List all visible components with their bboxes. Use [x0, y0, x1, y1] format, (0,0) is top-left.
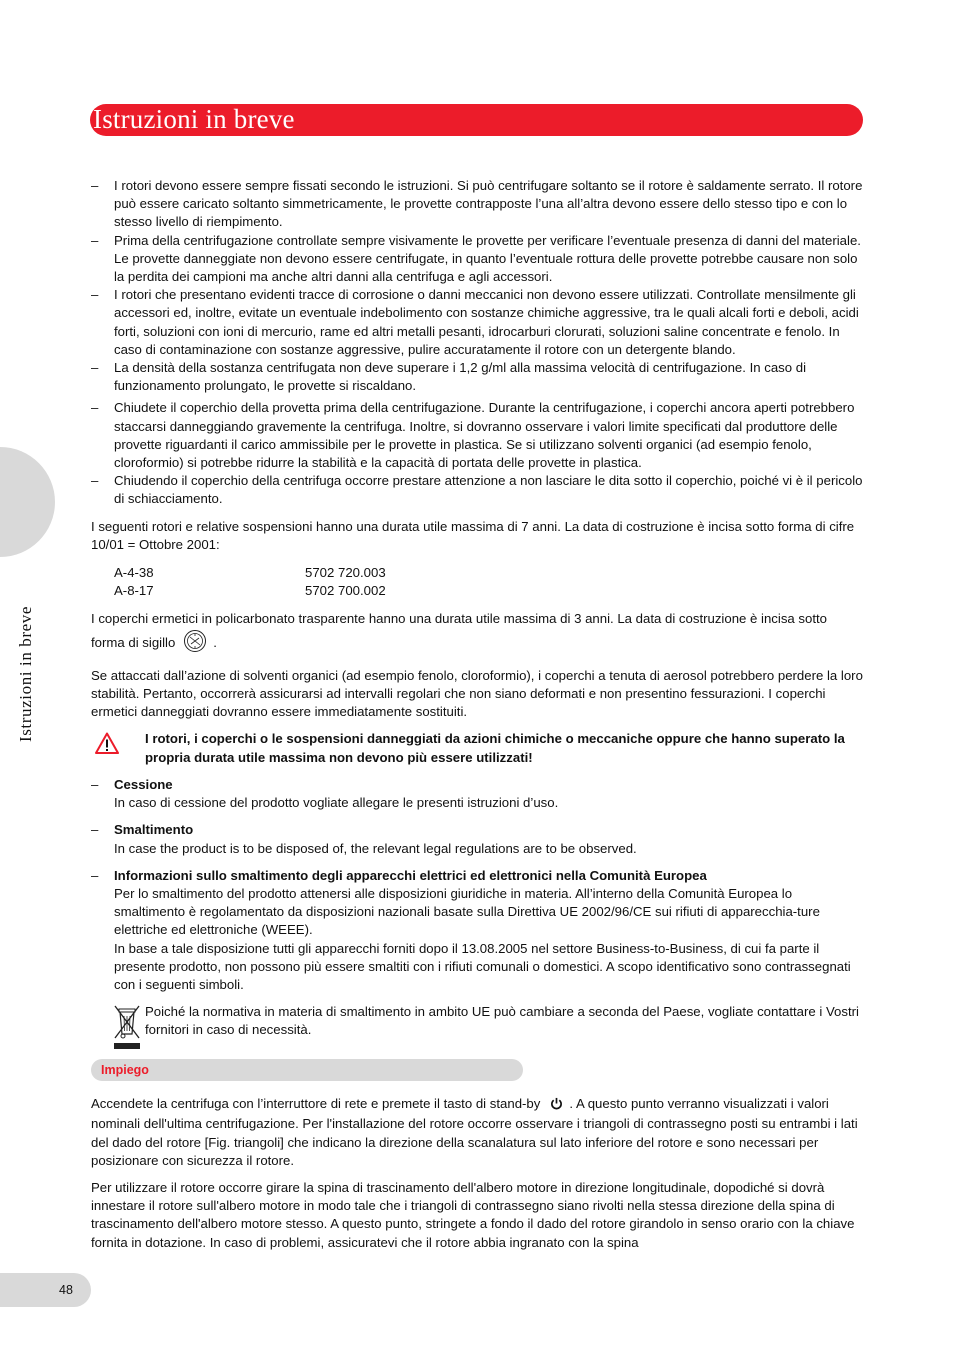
- list-item: – I rotori devono essere sempre fissati secondo le istruzioni. Si può centrifugare soltanto se il rotore è saldamente serrato. Il rotore può essere caricato soltanto simmetricamente, le provette contrapposte l’una all’altra devono essere dello stesso tipo e con lo stesso livello di riempimento.: [91, 178, 863, 230]
- impiego-text-2: Per utilizzare il rotore occorre girare la spina di trascinamento dell'albero motore in direzione longitudinale, dopodiché si dovrà innestare il rotore sull'albero motore in modo tale che i triangoli di contrassegno siano rivolti nella stessa direzione della spina di trascinamento dell'albero motore stesso. A questo punto, stringete a fondo il dado del rotore girandolo in senso orario con la chiave fornita in dotazione. In caso di problemi, assicuratevi che il rotore abbia ingranato con la spina: [91, 1179, 855, 1250]
- list-item: – I rotori che presentano evidenti tracce di corrosione o danni meccanici non devono essere utilizzati. Controllate mensilmente gli accessori ed, inoltre, evitate un eventuale indebolimento con sostanze chimiche aggressive, tra le quali alcali forti e deboli, acidi forti, soluzioni con ioni di mercurio, rame ed altri metalli pesanti, idrocarburi clorurati, soluzioni saline concentrate e fenolo. In caso di contaminazione con sostanze aggressive, pulire accuratamente il rotore con un detergente blando.: [91, 287, 859, 357]
- crossed-bin-icon: [113, 1004, 141, 1050]
- page-title: Istruzioni in breve: [93, 104, 295, 134]
- seal-icon: [183, 629, 207, 658]
- lids-text: I coperchi ermetici in policarbonato trasparente hanno una durata utile massima di 3 anni. La data di costruzione è incisa sotto forma di sigillo .: [91, 610, 863, 657]
- list-item: – Chiudete il coperchio della provetta prima della centrifugazione. Durante la centrifugazione, i coperchi ancora aperti potrebbero staccarsi danneggiando gravemente la centrifuga. Inoltre, si dovranno osservare i valori limite specificati dal produttore delle provette riguardanti il carico ammissibile per le provette in plastica. Se si utilizzano solventi organici (ad esempio fenolo, cloroformio) si potrebbe ridurre la stabilità e la capacità di portata delle provette in plastica.: [91, 400, 855, 471]
- list-item: – Prima della centrifugazione controllate sempre visivamente le provette per verificare l’eventuale presenza di danni del materiale. Le provette danneggiate non devono essere centrifugate, in quanto l’eventuale rottura delle provette potrebbe causare non solo la perdita dei campioni ma anche altri danni alla centrifuga e agli accessori.: [91, 232, 861, 285]
- smaltimento-section: – Smaltimento In case the product is to be disposed of, the relevant legal regulations are to be observed.: [91, 822, 637, 856]
- weee-section: – Informazioni sullo smaltimento degli apparecchi elettrici ed elettronici nella Comunità Europea Per lo smaltimento del prodotto attenersi alle disposizioni giuridiche in materia. All’interno della Comunità Europea lo smaltimento è regolamentato da disposizioni nazionali basate sulla Direttiva UE 2002/96/CE sui rifiuti di apparecchia-ture elettriche ed elettroniche (WEEE). In base a tale disposizione tutti gli apparecchi forniti dopo il 13.08.2005 nel settore Business-to-Business, di cui fa parte il presente prodotto, non possono più essere smaltiti con i rifiuti comunali o domestici. A scopo identificativo sono contrassegnati con i seguenti simboli.: [91, 867, 851, 992]
- standby-icon: [550, 1097, 563, 1115]
- warning-triangle-icon: [95, 732, 119, 754]
- table-row: A-4-38 5702 720.003: [114, 565, 386, 581]
- solvents-text: Se attaccati dall’azione di solventi organici (ad esempio fenolo, cloroformio), i coperchi a tenuta di aerosol potrebbero perdere la loro stabilità. Pertanto, occorrerà assicurarsi ad intervalli regolari che non siano deformati e non presentino fessurazioni. I coperchi ermetici danneggiati dovranno essere immediatamente sostituiti.: [91, 667, 863, 720]
- table-row: A-8-17 5702 700.002: [114, 583, 386, 599]
- warning-block: I rotori, i coperchi o le sospensioni danneggiati da azioni chimiche o meccaniche oppure che hanno superato la propria durata utile massima non devono più essere utilizzati!: [91, 730, 863, 766]
- weee-note: Poiché la normativa in materia di smaltimento in ambito UE può cambiare a seconda del Paese, vogliate contattare i Vostri fornitori in caso di necessità.: [91, 1003, 863, 1049]
- content: [91, 177, 863, 1252]
- impiego-text-1: Accendete la centrifuga con l’interruttore di rete e premete il tasto di stand-by . A questo punto verranno visualizzati i valori nominali dell'ultima centrifugazione. Per l'installazione del rotore occorre osservare i triangoli di contrassegno posti su entrambi i lati del dado del rotore [Fig. triangoli] che indicano la direzione della scanalatura sul lato inferiore del rotore e sono necessari per posizionare con sicurezza il rotore.: [91, 1096, 858, 1168]
- page-number: 48: [59, 1283, 73, 1297]
- list-item: – La densità della sostanza centrifugata non deve superare i 1,2 g/ml alla massima velocità di centrifugazione. In caso di funzionamento prolungato, le provette si riscaldano.: [91, 360, 807, 394]
- cessione-section: – Cessione In caso di cessione del prodotto vogliate allegare le presenti istruzioni d’uso.: [91, 776, 559, 811]
- side-tab: [0, 447, 55, 557]
- rotor-list: [91, 564, 863, 600]
- list-item: – Chiudendo il coperchio della centrifuga occorre prestare attenzione a non lasciare le dita sotto il coperchio, poiché vi è il pericolo di schiacciamento.: [91, 473, 863, 507]
- page-tab: [0, 1273, 91, 1307]
- title-bar: [90, 104, 863, 136]
- section-heading-impiego: Impiego: [91, 1059, 523, 1081]
- rotor-intro: I seguenti rotori e relative sospensioni hanno una durata utile massima di 7 anni. La data di costruzione è incisa sotto forma di cifre 10/01 = Ottobre 2001:: [91, 518, 855, 552]
- side-label: Istruzioni in breve: [16, 605, 35, 742]
